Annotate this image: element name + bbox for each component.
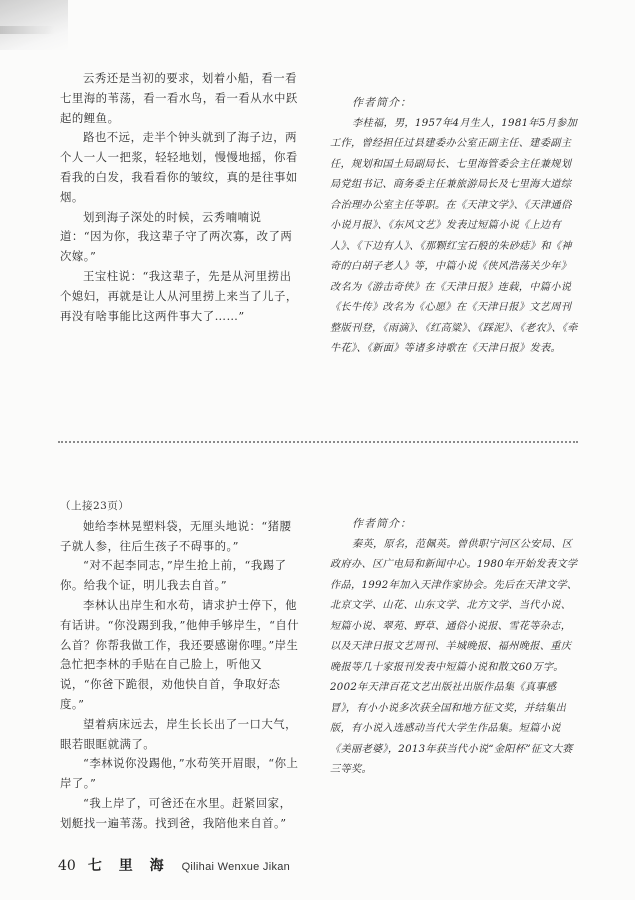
story-paragraph: 路也不远，走半个钟头就到了海子边，两个人一人一把浆，轻轻地划，慢慢地摇，你看看我的白发，我看看你的皱纹，真的是往事如烟。 — [60, 130, 298, 204]
header-decoration-image — [0, 0, 68, 50]
page-footer — [58, 855, 290, 875]
story-paragraph: “对不起李同志，”岸生抢上前，“我踢了你。给我个证，明儿我去自首。” — [60, 558, 287, 593]
author-bio-heading: 作者简介： — [352, 517, 412, 530]
author-bio-text: 秦英，原名，范佩英。曾供职宁河区公安局、区政府办、区广电局和新闻中心。1980年开始发表文学作品，1992年加入天津作家协会。先后在天津文学、北京文学、山花、山东文学、北方文学、当代小说、短篇小说、翠苑、野草、通俗小说报、雪花等杂志，以及天津日报文艺周刊、羊城晚报、福州晚报、重庆晚报等几十家报刊发表中短篇小说和散文60万字。2002年天津百花文艺出版社出版作品集《真事感冒》，有小小说多次获全国和地方征文奖，并结集出版，有小说入选感动当代大学生作品集。短篇小说《美丽老婆》，2013年获当代小说“金阳杯”征文大赛三等奖。 — [330, 538, 578, 775]
page-number: 40 — [58, 858, 76, 874]
story-paragraph: 望着病床远去，岸生长长出了一口大气，眼若眼眶就满了。 — [60, 716, 298, 751]
story-paragraph: 王宝柱说：“我这辈子，先是从河里捞出个媳妇，再就是让人从河里捞上来当了儿子，再没有啥事能比这两件事大了……” — [60, 268, 298, 323]
continued-from-label: （上接23页） — [60, 500, 130, 512]
magazine-title-english: Qilihai Wenxue Jikan — [181, 861, 291, 873]
author-bio-text: 李桂福，男，1957年4月生人，1981年5月参加工作，曾经担任过县建委办公室正副主任、建委副主任，规划和国土局副局长、七里海管委会主任兼规划局党组书记、商务委主任兼旅游局长及七里海大道综合治理办公室主任等职。在《天津文学》、《天津通俗小说月报》、《东风文艺》发表过短篇小说《上边有人》、《下边有人》、《那颗红宝石般的朱砂痣》和《神奇的白胡子老人》等，中篇小说《侠风浩荡关少年》改名为《游击奇侠》在《天津日报》连载，中篇小说《长牛传》改名为《心愿》在《天津日报》文艺周刊整版刊登，《雨滴》、《红高粱》、《踩泥》、《老农》、《牵牛花》、《新面》等诸多诗歌在《天津日报》发表。 — [330, 117, 578, 354]
magazine-title: 七 里 海 — [87, 858, 170, 874]
story-paragraph: “李林说你没踢他，”水苟笑开眉眼，“你上岸了。” — [60, 756, 299, 791]
story-paragraph: 云秀还是当初的要求，划着小船，看一看七里海的苇荡，看一看水鸟，看一看从水中跃起的鲤鱼。 — [60, 71, 298, 125]
author-bio-bottom — [330, 514, 580, 781]
author-bio-heading: 作者简介： — [352, 96, 412, 109]
section-divider — [58, 441, 578, 443]
story-column-top — [60, 69, 303, 326]
story-paragraph: 划到海子深处的时候，云秀喃喃说道：“因为你，我这辈子守了两次寡，改了两次嫁。” — [60, 209, 293, 264]
story-column-bottom — [60, 497, 303, 834]
story-paragraph: “我上岸了，可爸还在水里。赶紧回家，划艇找一遍苇荡。找到爸，我陪他来自首。” — [60, 795, 292, 830]
story-paragraph: 她给李林晃塑料袋，无厘头地说：“猪腰子就人参，往后生孩子不碍事的。” — [60, 518, 292, 553]
author-bio-top — [330, 93, 580, 360]
story-paragraph: 李林认出岸生和水苟，请求护士停下，他有话讲。“你没踢到我，”他伸手够岸生，“自什么首？你帮我做工作，我还要感谢你哩。”岸生急忙把李林的手贴在自己脸上，听他又说，“你爸下跪很，劝他快自首，争取好态度。” — [60, 597, 300, 711]
